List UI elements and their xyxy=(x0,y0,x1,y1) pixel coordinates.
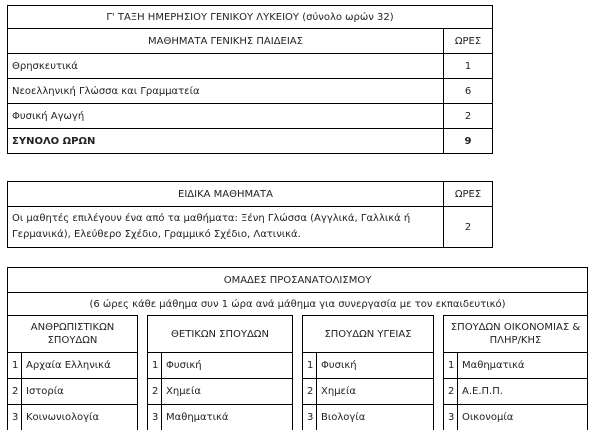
general-education-table xyxy=(7,5,493,154)
subject-cell: Θρησκευτικά xyxy=(8,54,444,79)
group-subject: Κοινωνιολογία xyxy=(22,405,138,431)
row-number: 1 xyxy=(303,353,317,379)
group-gap xyxy=(293,353,303,379)
row-number: 1 xyxy=(148,353,162,379)
group-gap xyxy=(434,405,444,431)
general-title-cell xyxy=(8,6,493,29)
table-row xyxy=(8,54,493,79)
groups-note-row xyxy=(8,293,588,316)
group-subject: Ιστορία xyxy=(22,379,138,405)
group-subject: Μαθηματικά xyxy=(162,405,293,431)
table-row xyxy=(8,104,493,129)
group-gap xyxy=(138,353,148,379)
special-subjects-table xyxy=(7,181,493,248)
table-row xyxy=(8,79,493,104)
group-header-humanities: ΑΝΘΡΩΠΙΣΤΙΚΩΝ ΣΠΟΥΔΩΝ xyxy=(8,316,138,353)
special-hours-value: 2 xyxy=(444,207,493,248)
orientation-groups-table xyxy=(7,267,588,430)
general-subject-header: ΜΑΘΗΜΑΤΑ ΓΕΝΙΚΗΣ ΠΑΙΔΕΙΑΣ xyxy=(8,29,444,54)
subject-cell: Νεοελληνική Γλώσσα και Γραμματεία xyxy=(8,79,444,104)
special-header-row xyxy=(8,182,493,207)
groups-row xyxy=(8,379,588,405)
group-gap xyxy=(293,405,303,431)
row-number: 1 xyxy=(444,353,458,379)
groups-title: ΟΜΑΔΕΣ ΠΡΟΣΑΝΑΤΟΛΙΣΜΟΥ xyxy=(8,268,588,293)
groups-row xyxy=(8,405,588,431)
general-title: Γ' ΤΑΞΗ ΗΜΕΡΗΣΙΟΥ ΓΕΝΙΚΟΥ ΛΥΚΕΙΟΥ xyxy=(106,11,300,23)
group-gap xyxy=(138,316,148,353)
row-number: 2 xyxy=(8,379,22,405)
group-subject: Α.Ε.Π.Π. xyxy=(458,379,588,405)
row-number: 3 xyxy=(303,405,317,431)
total-value: 9 xyxy=(444,129,493,154)
row-number: 2 xyxy=(444,379,458,405)
groups-title-row xyxy=(8,268,588,293)
hours-cell: 6 xyxy=(444,79,493,104)
groups-row xyxy=(8,353,588,379)
group-gap xyxy=(293,379,303,405)
group-header-economics: ΣΠΟΥΔΩΝ ΟΙΚΟΝΟΜΙΑΣ & ΠΛΗΡ/ΚΗΣ xyxy=(444,316,588,353)
group-subject: Οικονομία xyxy=(458,405,588,431)
general-title-note: (σύνολο ωρών 32) xyxy=(302,11,394,23)
special-subject-header: ΕΙΔΙΚΑ ΜΑΘΗΜΑΤΑ xyxy=(8,182,444,207)
group-subject: Χημεία xyxy=(317,379,434,405)
total-label: ΣΥΝΟΛΟ ΩΡΩΝ xyxy=(8,129,444,154)
group-subject: Φυσική xyxy=(317,353,434,379)
hours-cell: 2 xyxy=(444,104,493,129)
special-hours-header: ΩΡΕΣ xyxy=(444,182,493,207)
subject-cell: Φυσική Αγωγή xyxy=(8,104,444,129)
group-header-sciences: ΘΕΤΙΚΩΝ ΣΠΟΥΔΩΝ xyxy=(148,316,293,353)
general-title-row xyxy=(8,6,493,29)
group-gap xyxy=(434,316,444,353)
group-gap xyxy=(138,405,148,431)
group-gap xyxy=(434,379,444,405)
special-row xyxy=(8,207,493,248)
group-header-health: ΣΠΟΥΔΩΝ ΥΓΕΙΑΣ xyxy=(303,316,434,353)
group-gap xyxy=(434,353,444,379)
row-number: 3 xyxy=(8,405,22,431)
group-subject: Αρχαία Ελληνικά xyxy=(22,353,138,379)
special-description: Οι μαθητές επιλέγουν ένα από τα μαθήματα: Ξένη Γλώσσα (Αγγλικά, Γαλλικά ή Γερμανικά), Ελεύθερο Σχέδιο, Γραμμικό Σχέδιο, Λατινικά. xyxy=(8,207,444,248)
group-subject: Χημεία xyxy=(162,379,293,405)
row-number: 2 xyxy=(148,379,162,405)
groups-header-row xyxy=(8,316,588,353)
general-hours-header: ΩΡΕΣ xyxy=(444,29,493,54)
group-gap xyxy=(293,316,303,353)
group-subject: Βιολογία xyxy=(317,405,434,431)
general-header-row xyxy=(8,29,493,54)
row-number: 1 xyxy=(8,353,22,379)
row-number: 2 xyxy=(303,379,317,405)
group-subject: Φυσική xyxy=(162,353,293,379)
group-gap xyxy=(138,379,148,405)
groups-note: (6 ώρες κάθε μάθημα συν 1 ώρα ανά μάθημα για συνεργασία με τον εκπαιδευτικό) xyxy=(8,293,588,316)
group-subject: Μαθηματικά xyxy=(458,353,588,379)
row-number: 3 xyxy=(444,405,458,431)
row-number: 3 xyxy=(148,405,162,431)
hours-cell: 1 xyxy=(444,54,493,79)
total-row xyxy=(8,129,493,154)
